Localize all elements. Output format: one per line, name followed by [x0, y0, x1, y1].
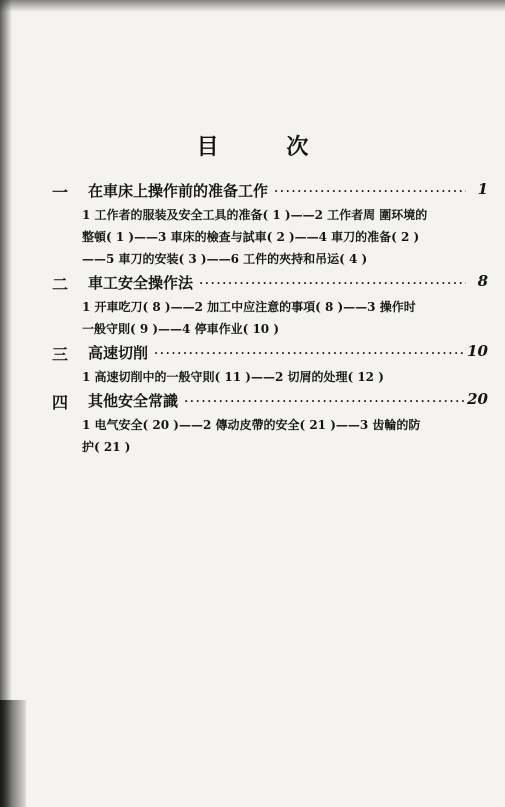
sub-line: ——5 車刀的安装( 3 )——6 工件的夾持和吊运( 4 ) [82, 252, 368, 266]
toc-sub-items-3 [82, 366, 492, 388]
sub-line: 1 电气安全( 20 )——2 傳动皮帶的安全( 21 )——3 齿輪的防 [82, 418, 421, 432]
sub-line: 一般守則( 9 )——4 停車作业( 10 ) [82, 322, 279, 336]
sub-line: 1 开車吃刀( 8 )——2 加工中应注意的事項( 8 )——3 操作时 [82, 300, 416, 314]
sub-line: 整頓( 1 )——3 車床的檢查与試車( 2 )——4 車刀的准备( 2 ) [82, 230, 420, 244]
chapter-number: 二 [52, 275, 69, 294]
chapter-page: 1 [477, 180, 488, 198]
toc-sub-items-4 [82, 414, 492, 458]
sub-line: 1 工作者的服装及安全工具的准备( 1 )——2 工作者周 圍环境的 [82, 208, 428, 222]
chapter-number: 三 [52, 345, 69, 364]
chapter-number: 四 [52, 393, 69, 412]
chapter-page: 10 [467, 342, 488, 360]
chapter-title: 在車床上操作前的准备工作 ····· [88, 180, 466, 201]
sub-line: 护( 21 ) [82, 440, 131, 454]
toc-chapter-3 [52, 342, 488, 364]
chapter-title: 高速切削 ····· [88, 342, 466, 363]
page-title: 目 次 [196, 134, 339, 160]
scan-shadow-corner [0, 700, 26, 807]
toc-sub-items-1 [82, 204, 492, 270]
scan-edge-top [0, 0, 505, 12]
toc-chapter-1 [52, 180, 488, 202]
chapter-page: 8 [477, 272, 488, 290]
scan-edge-left [0, 0, 12, 807]
toc-sub-items-2 [82, 296, 492, 340]
chapter-title: 其他安全常識 ····· [88, 390, 466, 411]
chapter-number: 一 [52, 183, 69, 202]
toc-chapter-4 [52, 390, 488, 412]
chapter-title: 車工安全操作法 ····· [88, 272, 466, 293]
toc-chapter-2 [52, 272, 488, 294]
sub-line: 1 高速切削中的一般守則( 11 )——2 切屑的处理( 12 ) [82, 370, 384, 384]
chapter-page: 20 [467, 390, 488, 408]
